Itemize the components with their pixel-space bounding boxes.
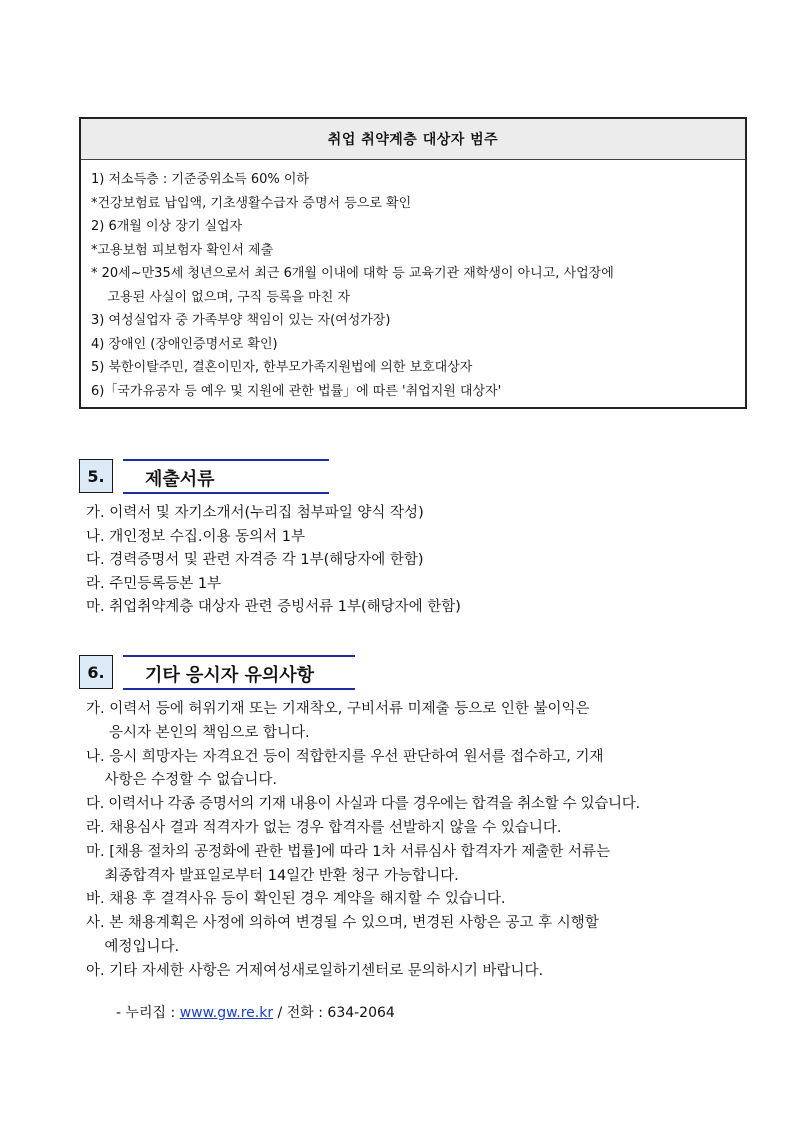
notices-list bbox=[86, 698, 640, 984]
list-item: 다. 경력증명서 및 관련 자격증 각 1부(해당자에 한함) bbox=[86, 552, 424, 569]
criteria-line: 3) 여성실업자 중 가족부양 책임이 있는 자(여성가장) bbox=[91, 313, 391, 328]
criteria-list bbox=[81, 160, 745, 403]
list-item: 사. 본 채용계획은 사정에 의하여 변경될 수 있으며, 변경된 사항은 공고 후 시행할 bbox=[86, 915, 599, 932]
criteria-line: 2) 6개월 이상 장기 실업자 bbox=[91, 219, 243, 234]
criteria-line: *건강보험료 납입액, 기초생활수급자 증명서 등으로 확인 bbox=[91, 195, 412, 211]
section-5-heading bbox=[79, 459, 359, 495]
list-item: 마. [채용 절차의 공정화에 관한 법률]에 따라 1차 서류심사 합격자가 제출한 서류는 bbox=[86, 843, 611, 860]
contact-prefix: - 누리집 : bbox=[116, 1005, 180, 1021]
list-item: 응시자 본인의 책임으로 합니다. bbox=[86, 724, 310, 741]
list-item: 바. 채용 후 결격사유 등이 확인된 경우 계약을 해지할 수 있습니다. bbox=[86, 891, 506, 908]
criteria-line: 6)「국가유공자 등 예우 및 지원에 관한 법률」에 따른 '취업지원 대상자' bbox=[91, 383, 502, 399]
list-item: 라. 주민등록등본 1부 bbox=[86, 575, 222, 592]
list-item: 아. 기타 자세한 사항은 거제여성새로일하기센터로 문의하시기 바랍니다. bbox=[86, 962, 544, 979]
section-5-title: 제출서류 bbox=[145, 469, 215, 490]
section-6-rule-bottom bbox=[123, 688, 355, 690]
list-item: 라. 채용심사 결과 적격자가 없는 경우 합격자를 선발하지 않을 수 있습니다. bbox=[86, 819, 562, 836]
section-5-rule-top bbox=[123, 459, 329, 461]
list-item: 가. 이력서 및 자기소개서(누리집 첨부파일 양식 작성) bbox=[86, 505, 424, 521]
list-item: 사항은 수정할 수 없습니다. bbox=[86, 772, 277, 789]
criteria-line: * 20세~만35세 청년으로서 최근 6개월 이내에 대학 등 교육기관 재학생이 아니고, 사업장에 bbox=[91, 266, 614, 281]
phone-number: 634-2064 bbox=[327, 1005, 395, 1021]
homepage-link[interactable]: www.gw.re.kr bbox=[179, 1005, 274, 1021]
list-item: 다. 이력서나 각종 증명서의 기재 내용이 사실과 다를 경우에는 합격을 취소할 수 있습니다. bbox=[86, 796, 640, 813]
list-item: 예정입니다. bbox=[86, 938, 180, 955]
list-item: 마. 취업취약계층 대상자 관련 증빙서류 1부(해당자에 한함) bbox=[86, 599, 461, 616]
section-6-number: 6. bbox=[79, 655, 113, 689]
list-item: 최종합격자 발표일로부터 14일간 반환 청구 가능합니다. bbox=[86, 867, 459, 884]
criteria-line: 고용된 사실이 없으며, 구직 등록을 마친 자 bbox=[91, 289, 350, 305]
criteria-line: *고용보험 피보험자 확인서 제출 bbox=[91, 242, 274, 258]
criteria-line: 5) 북한이탈주민, 결혼이민자, 한부모가족지원법에 의한 보호대상자 bbox=[91, 360, 473, 375]
phone-label: / 전화 : bbox=[273, 1005, 328, 1021]
section-6-title: 기타 응시자 유의사항 bbox=[145, 665, 315, 686]
section-5-number: 5. bbox=[79, 459, 113, 493]
list-item: 가. 이력서 등에 허위기재 또는 기재착오, 구비서류 미제출 등으로 인한 불이익은 bbox=[86, 701, 590, 717]
list-item: 나. 개인정보 수집.이용 동의서 1부 bbox=[86, 528, 305, 545]
list-item: 나. 응시 희망자는 자격요건 등이 적합한지를 우선 판단하여 원서를 접수하고, 기재 bbox=[86, 748, 604, 765]
criteria-line: 4) 장애인 (장애인증명서로 확인) bbox=[91, 336, 278, 352]
criteria-box bbox=[79, 117, 747, 409]
contact-line bbox=[116, 1002, 395, 1022]
section-6-rule-top bbox=[123, 655, 355, 657]
section-5-rule-bottom bbox=[123, 492, 329, 494]
criteria-box-title: 취업 취약계층 대상자 범주 bbox=[81, 119, 745, 160]
section-6-heading bbox=[79, 655, 359, 691]
criteria-line: 1) 저소득층 : 기준중위소득 60% 이하 bbox=[91, 172, 309, 187]
documents-list bbox=[86, 502, 461, 620]
